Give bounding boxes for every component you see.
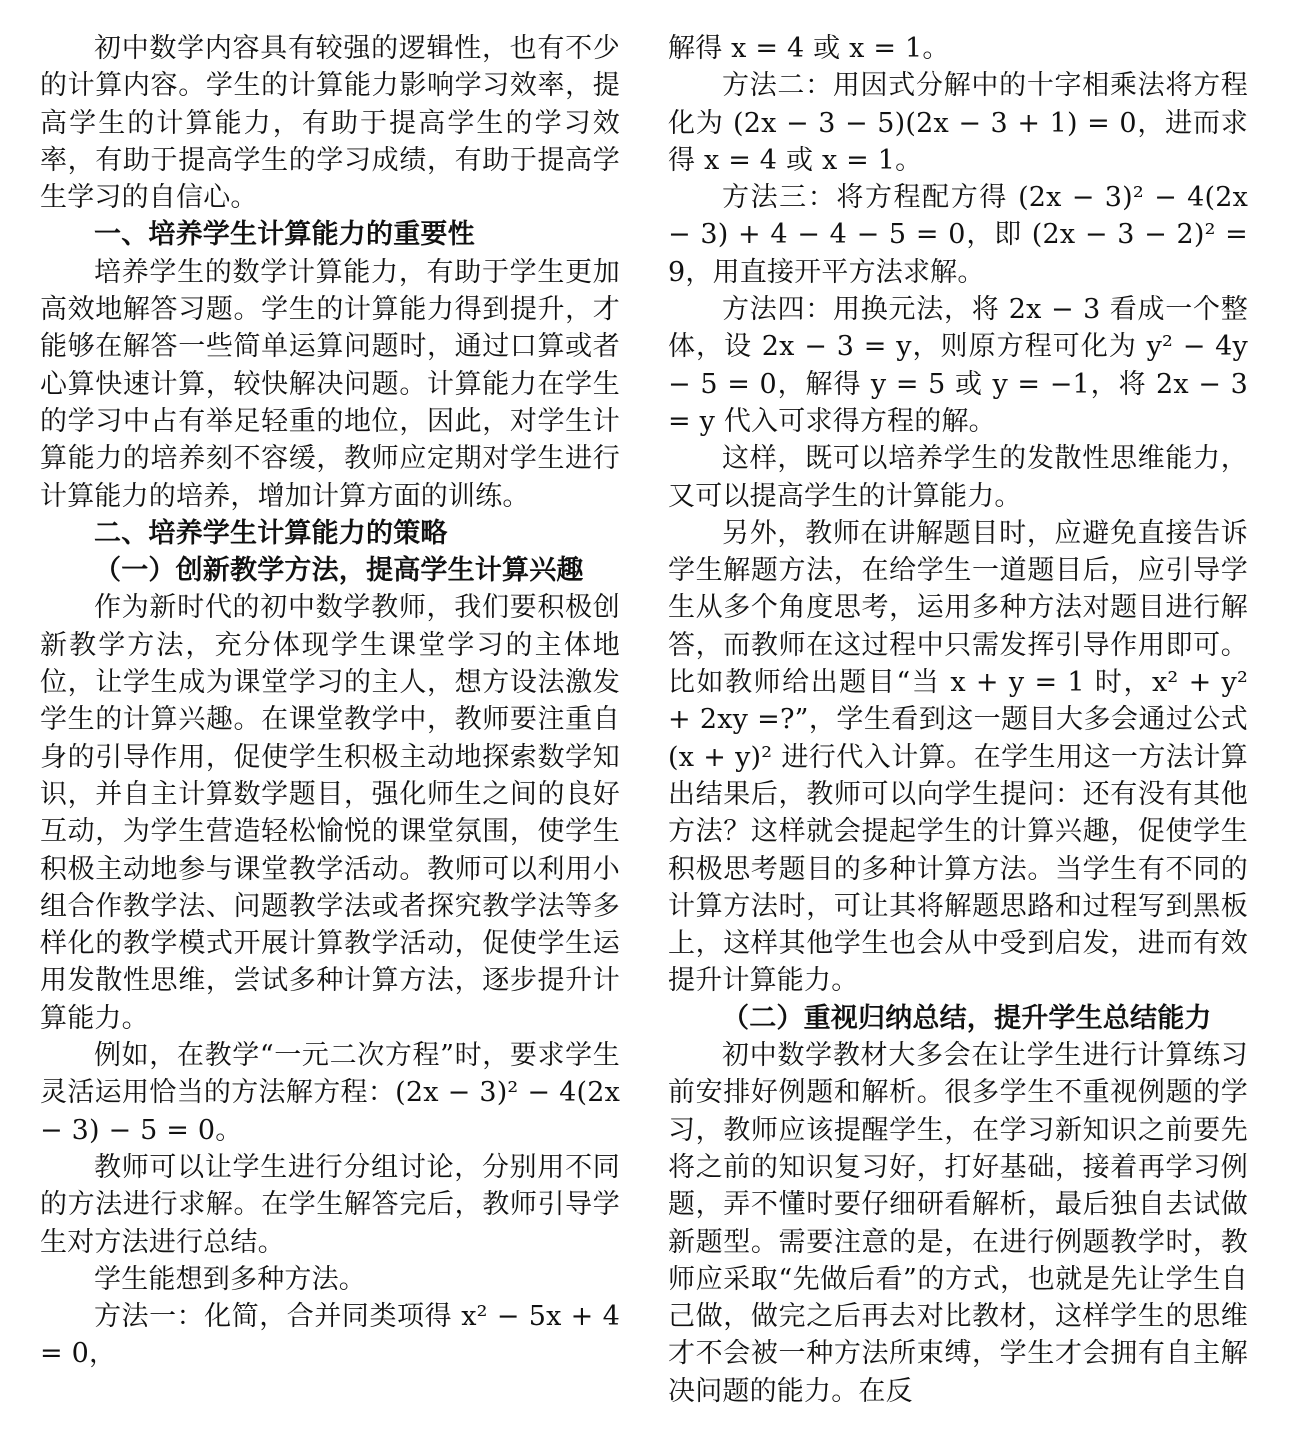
thus-paragraph: 这样，既可以培养学生的发散性思维能力，又可以提高学生的计算能力。 <box>668 443 1248 512</box>
intro-paragraph: 初中数学内容具有较强的逻辑性，也有不少的计算内容。学生的计算能力影响学习效率，提高学生的计算能力，有助于提高学生的学习效率，有助于提高学生的学习成绩，有助于提高学生学习的自信心。 <box>40 33 620 214</box>
importance-paragraph: 培养学生的数学计算能力，有助于学生更加高效地解答习题。学生的计算能力得到提升，才能够在解答一些简单运算问题时，通过口算或者心算快速计算，较快解决问题。计算能力在学生的学习中占有举足轻重的地位，因此，对学生计算能力的培养刻不容缓，教师应定期对学生进行计算能力的培养，增加计算方面的训练。 <box>40 256 620 512</box>
discuss-paragraph: 教师可以让学生进行分组讨论，分别用不同的方法进行求解。在学生解答完后，教师引导学生对方法进行总结。 <box>40 1151 620 1258</box>
subsection-heading-summary: （二）重视归纳总结，提升学生总结能力 <box>722 1002 1212 1034</box>
textbook-paragraph: 初中数学教材大多会在让学生进行计算练习前安排好例题和解析。很多学生不重视例题的学习，教师应该提醒学生，在学习新知识之前要先将之前的知识复习好，打好基础，接着再学习例题，弄不懂时要仔细研看解析，最后独自去试做新题型。需要注意的是，在进行例题教学时，教师应采取“先做后看”的方式，也就是先让学生自己做，做完之后再去对比教材，这样学生的思维才不会被一种方法所束缚，学生才会拥有自主解决问题的能力。在反 <box>668 1040 1248 1407</box>
method-two-paragraph: 方法二：用因式分解中的十字相乘法将方程化为 (2x − 3 − 5)(2x − 3 + 1) = 0，进而求得 x = 4 或 x = 1。 <box>668 70 1248 176</box>
innovate-paragraph: 作为新时代的初中数学教师，我们要积极创新教学方法，充分体现学生课堂学习的主体地位，让学生成为课堂学习的主人，想方设法激发学生的计算兴趣。在课堂教学中，教师要注重自身的引导作用，促使学生积极主动地探索数学知识，并自主计算数学题目，强化师生之间的良好互动，为学生营造轻松愉悦的课堂氛围，使学生积极主动地参与课堂教学活动。教师可以利用小组合作教学法、问题教学法或者探究教学法等多样化的教学模式开展计算教学活动，促使学生运用发散性思维，尝试多种计算方法，逐步提升计算能力。 <box>40 592 620 1034</box>
example-paragraph: 例如，在教学“一元二次方程”时，要求学生灵活运用恰当的方法解方程：(2x − 3)² − 4(2x − 3) − 5 = 0。 <box>40 1040 620 1146</box>
section-heading-strategy: 二、培养学生计算能力的策略 <box>94 517 448 549</box>
method-three-paragraph: 方法三：将方程配方得 (2x − 3)² − 4(2x − 3) + 4 − 4 − 5 = 0，即 (2x − 3 − 2)² = 9，用直接开平方法求解。 <box>668 182 1248 288</box>
many-methods-paragraph: 学生能想到多种方法。 <box>94 1263 366 1295</box>
method-one-paragraph: 方法一：化简，合并同类项得 x² − 5x + 4 = 0， <box>40 1301 620 1370</box>
subsection-heading-innovate: （一）创新教学方法，提高学生计算兴趣 <box>94 555 584 587</box>
section-heading-importance: 一、培养学生计算能力的重要性 <box>94 219 475 251</box>
solve-paragraph: 解得 x = 4 或 x = 1。 <box>668 33 950 64</box>
right-column <box>668 30 1248 1410</box>
method-four-paragraph: 方法四：用换元法，将 2x − 3 看成一个整体，设 2x − 3 = y，则原方程可化为 y² − 4y − 5 = 0，解得 y = 5 或 y = −1，将 2x − 3 = y 代入可求得方程的解。 <box>668 294 1248 437</box>
besides-paragraph: 另外，教师在讲解题目时，应避免直接告诉学生解题方法，在给学生一道题目后，应引导学生从多个角度思考，运用多种方法对题目进行解答，而教师在这过程中只需发挥引导作用即可。比如教师给出题目“当 x + y = 1 时，x² + y² + 2xy =?”，学生看到这一题目大多会通过公式 (x + y)² 进行代入计算。在学生用这一方法计算出结果后，教师可以向学生提问：还有没有其他方法？这样就会提起学生的计算兴趣，促使学生积极思考题目的多种计算方法。当学生有不同的计算方法时，可让其将解题思路和过程写到黑板上，这样其他学生也会从中受到启发，进而有效提升计算能力。 <box>668 517 1248 997</box>
left-column <box>40 30 620 1373</box>
